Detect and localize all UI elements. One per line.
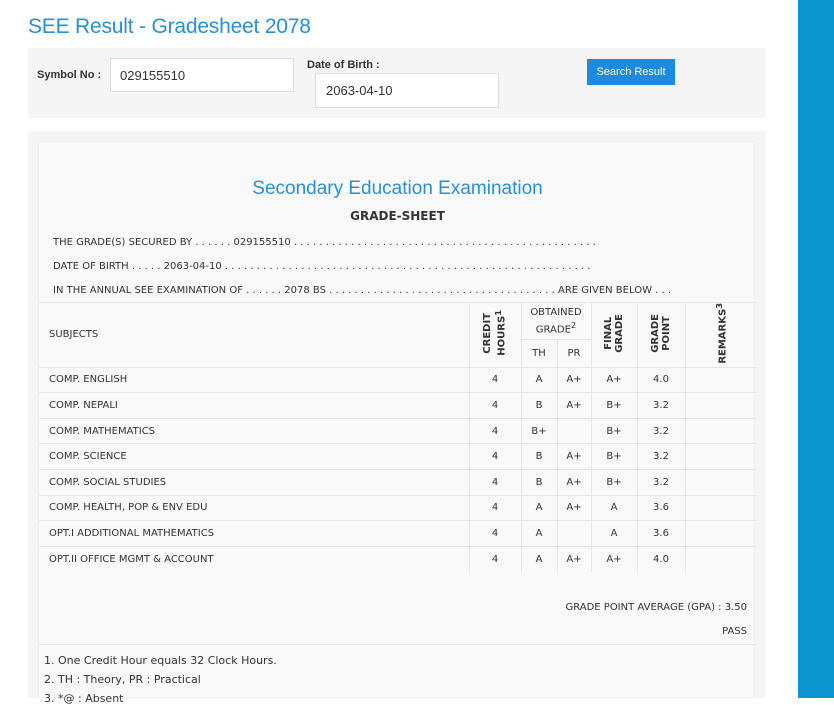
cell-remarks: [685, 367, 756, 393]
cell-final: A: [591, 495, 637, 521]
cell-pr: A+: [557, 444, 591, 470]
cell-credit: 4: [469, 444, 521, 470]
info-line-exam: [53, 285, 671, 296]
cell-remarks: [685, 495, 756, 521]
table-row: [39, 367, 756, 393]
cell-subject: COMP. SCIENCE: [39, 444, 469, 470]
info-suffix: . . . . . . . . . . . . . . . . . . . . . . . . . . . . . . . . . . . . ARE GIVEN BELOW . . .: [325, 285, 672, 296]
header-subjects: SUBJECTS: [39, 303, 469, 368]
header-obtained-grade: OBTAINED GRADE$^2$: [521, 303, 591, 340]
cell-gp: 3.2: [637, 418, 685, 444]
info-suffix: . . . . . . . . . . . . . . . . . . . . . . . . . . . . . . . . . . . . . . . . . . . . . . . . . . . . . . . . . .: [221, 261, 591, 272]
info-symbol-value: 029155510: [233, 237, 291, 248]
cell-subject: OPT.I ADDITIONAL MATHEMATICS: [39, 521, 469, 547]
info-prefix: IN THE ANNUAL SEE EXAMINATION OF . . . . . .: [53, 285, 285, 296]
cell-final: B+: [591, 444, 637, 470]
cell-gp: 3.2: [637, 393, 685, 419]
table-row: [39, 521, 756, 547]
result-text: PASS: [722, 626, 747, 637]
note-th-pr: 2. TH : Theory, PR : Practical: [44, 673, 201, 686]
cell-final: B+: [591, 418, 637, 444]
cell-pr: A+: [557, 367, 591, 393]
cell-pr: [557, 418, 591, 444]
info-dob-value: 2063-04-10: [163, 261, 222, 272]
cell-remarks: [685, 546, 756, 572]
grades-body: [39, 367, 756, 572]
cell-gp: 4.0: [637, 546, 685, 572]
cell-pr: A+: [557, 495, 591, 521]
cell-subject: COMP. HEALTH, POP & ENV EDU: [39, 495, 469, 521]
gpa-text: GRADE POINT AVERAGE (GPA) : 3.50: [565, 602, 747, 613]
cell-gp: 3.2: [637, 470, 685, 496]
cell-credit: 4: [469, 393, 521, 419]
table-row: [39, 470, 756, 496]
cell-th: A: [521, 546, 557, 572]
header-grade-point: [637, 303, 685, 368]
gradesheet-container: [28, 131, 765, 705]
cell-final: A: [591, 521, 637, 547]
info-line-dob: [53, 261, 590, 272]
header-pr: PR: [557, 339, 591, 367]
search-result-button[interactable]: Search Result: [587, 59, 675, 85]
cell-th: B: [521, 393, 557, 419]
page-title: SEE Result - Gradesheet 2078: [28, 15, 311, 38]
gradesheet: [38, 141, 755, 705]
cell-th: A: [521, 367, 557, 393]
cell-credit: 4: [469, 470, 521, 496]
cell-credit: 4: [469, 367, 521, 393]
right-side-bar: [798, 0, 834, 698]
header-credit-text: CREDIT HOURS$^1$: [482, 310, 508, 357]
cell-pr: A+: [557, 393, 591, 419]
cell-credit: 4: [469, 521, 521, 547]
table-row: [39, 418, 756, 444]
cell-pr: [557, 521, 591, 547]
header-th: TH: [521, 339, 557, 367]
table-row: [39, 444, 756, 470]
cell-final: B+: [591, 470, 637, 496]
cell-subject: COMP. MATHEMATICS: [39, 418, 469, 444]
cell-credit: 4: [469, 418, 521, 444]
note-absent: 3. *@ : Absent: [44, 692, 124, 705]
cell-th: B: [521, 444, 557, 470]
note-credit-hour: 1. One Credit Hour equals 32 Clock Hours.: [44, 654, 277, 667]
cell-subject: COMP. SOCIAL STUDIES: [39, 470, 469, 496]
header-final-grade: [591, 303, 637, 368]
cell-credit: 4: [469, 495, 521, 521]
cell-final: A+: [591, 367, 637, 393]
cell-th: B: [521, 470, 557, 496]
cell-remarks: [685, 470, 756, 496]
search-panel: [28, 48, 765, 118]
table-row: [39, 495, 756, 521]
cell-final: B+: [591, 393, 637, 419]
grades-table: [39, 302, 756, 572]
table-row: [39, 393, 756, 419]
info-prefix: DATE OF BIRTH . . . . .: [53, 261, 164, 272]
header-final-text: FINAL GRADE: [603, 313, 625, 353]
cell-final: A+: [591, 546, 637, 572]
cell-gp: 3.6: [637, 495, 685, 521]
cell-credit: 4: [469, 546, 521, 572]
divider: [39, 644, 756, 645]
symbol-input[interactable]: [110, 58, 294, 92]
cell-subject: COMP. ENGLISH: [39, 367, 469, 393]
info-prefix: THE GRADE(S) SECURED BY . . . . . .: [53, 237, 234, 248]
cell-th: B+: [521, 418, 557, 444]
cell-th: A: [521, 495, 557, 521]
symbol-label: Symbol No :: [37, 69, 102, 81]
dob-input[interactable]: [315, 73, 499, 108]
cell-subject: COMP. NEPALI: [39, 393, 469, 419]
header-remarks-text: REMARKS$^3$: [713, 303, 728, 364]
cell-remarks: [685, 444, 756, 470]
cell-gp: 4.0: [637, 367, 685, 393]
exam-title: Secondary Education Examination: [252, 178, 543, 199]
info-exam-value: 2078 BS: [284, 285, 326, 296]
cell-pr: A+: [557, 470, 591, 496]
table-row: [39, 546, 756, 572]
header-gp-text: GRADE POINT: [650, 313, 672, 353]
header-remarks: [685, 303, 756, 368]
cell-gp: 3.6: [637, 521, 685, 547]
cell-remarks: [685, 393, 756, 419]
header-credit-hours: [469, 303, 521, 368]
cell-remarks: [685, 521, 756, 547]
info-line-symbol: [53, 237, 596, 248]
dob-label: Date of Birth :: [307, 59, 380, 71]
cell-subject: OPT.II OFFICE MGMT & ACCOUNT: [39, 546, 469, 572]
cell-th: A: [521, 521, 557, 547]
info-suffix: . . . . . . . . . . . . . . . . . . . . . . . . . . . . . . . . . . . . . . . . . . . . . . . .: [290, 237, 596, 248]
cell-remarks: [685, 418, 756, 444]
cell-gp: 3.2: [637, 444, 685, 470]
gradesheet-title: GRADE-SHEET: [350, 209, 445, 223]
cell-pr: A+: [557, 546, 591, 572]
